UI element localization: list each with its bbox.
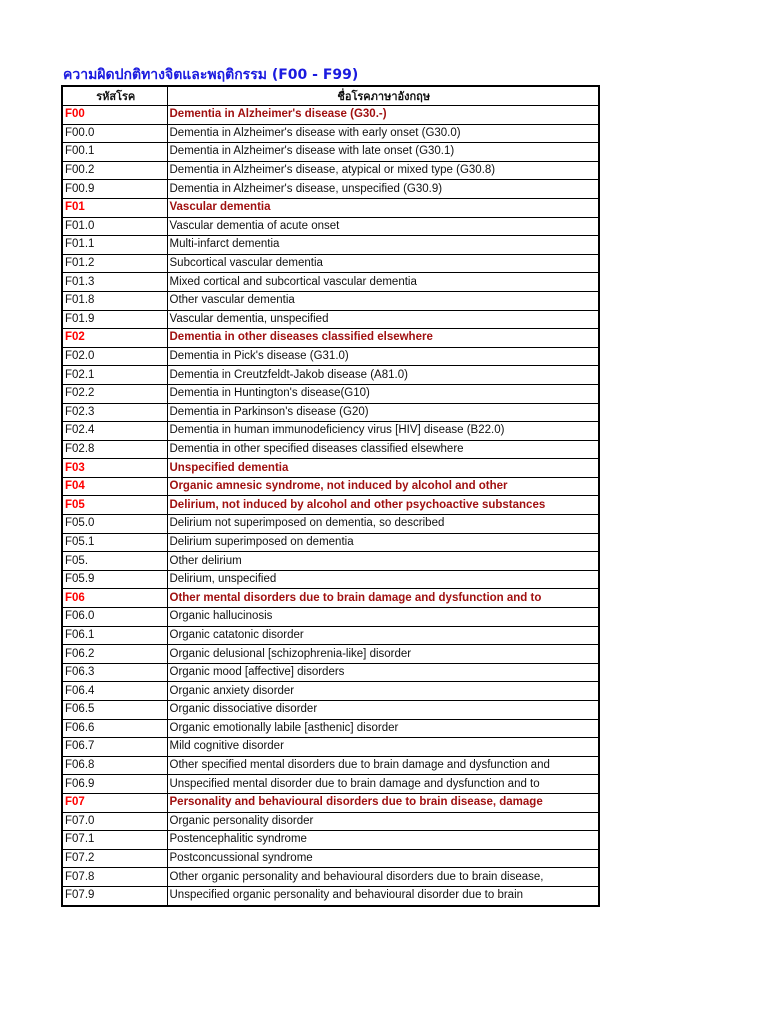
disease-code: F00 [62, 106, 167, 125]
disease-code: F07 [62, 793, 167, 812]
disease-code: F07.0 [62, 812, 167, 831]
table-row [62, 775, 599, 794]
disease-name: Postconcussional syndrome [167, 849, 599, 868]
disease-code: F00.0 [62, 124, 167, 143]
disease-name: Organic delusional [schizophrenia-like] disorder [167, 645, 599, 664]
disease-name: Unspecified organic personality and behavioural disorder due to brain [167, 886, 599, 905]
category-row [62, 106, 599, 125]
disease-name: Dementia in other specified diseases classified elsewhere [167, 440, 599, 459]
table-row [62, 422, 599, 441]
disease-code: F00.2 [62, 161, 167, 180]
table-row [62, 124, 599, 143]
table-row [62, 849, 599, 868]
table-row [62, 701, 599, 720]
disease-name: Dementia in Alzheimer's disease, atypical or mixed type (G30.8) [167, 161, 599, 180]
disease-code: F01.2 [62, 254, 167, 273]
disease-code: F02.1 [62, 366, 167, 385]
table-row [62, 366, 599, 385]
disease-code: F02.0 [62, 347, 167, 366]
disease-name: Dementia in Pick's disease (G31.0) [167, 347, 599, 366]
disease-name: Vascular dementia, unspecified [167, 310, 599, 329]
disease-name: Organic catatonic disorder [167, 626, 599, 645]
table-row [62, 812, 599, 831]
disease-code: F06.4 [62, 682, 167, 701]
disease-code: F06 [62, 589, 167, 608]
page-title: ความผิดปกติทางจิตและพฤติกรรม (F00 - F99) [63, 67, 359, 83]
disease-code: F06.8 [62, 756, 167, 775]
table-row [62, 719, 599, 738]
disease-name: Personality and behavioural disorders due to brain disease, damage [167, 793, 599, 812]
disease-code: F02.2 [62, 384, 167, 403]
table-row [62, 310, 599, 329]
table-row [62, 143, 599, 162]
table-row [62, 608, 599, 627]
table-row [62, 236, 599, 255]
disease-name: Dementia in human immunodeficiency virus [HIV] disease (B22.0) [167, 422, 599, 441]
disease-code: F00.9 [62, 180, 167, 199]
disease-code: F06.9 [62, 775, 167, 794]
disease-name: Other delirium [167, 552, 599, 571]
table-row [62, 756, 599, 775]
disease-code: F06.2 [62, 645, 167, 664]
disease-code: F02 [62, 329, 167, 348]
disease-name: Organic personality disorder [167, 812, 599, 831]
disease-code: F00.1 [62, 143, 167, 162]
disease-code: F05 [62, 496, 167, 515]
table-row [62, 161, 599, 180]
disease-name: Organic dissociative disorder [167, 701, 599, 720]
table-header-row [62, 86, 599, 106]
disease-name: Subcortical vascular dementia [167, 254, 599, 273]
disease-code: F07.8 [62, 868, 167, 887]
disease-name: Other specified mental disorders due to brain damage and dysfunction and [167, 756, 599, 775]
table-body [62, 106, 599, 906]
table-row [62, 533, 599, 552]
disease-name: Dementia in Alzheimer's disease, unspecified (G30.9) [167, 180, 599, 199]
category-row [62, 459, 599, 478]
disease-name: Dementia in other diseases classified elsewhere [167, 329, 599, 348]
disease-name: Organic hallucinosis [167, 608, 599, 627]
disease-code: F07.1 [62, 831, 167, 850]
disease-code: F05.0 [62, 515, 167, 534]
disease-name: Mixed cortical and subcortical vascular dementia [167, 273, 599, 292]
table-row [62, 626, 599, 645]
header-code: รหัสโรค [62, 86, 167, 106]
disease-name: Organic mood [affective] disorders [167, 663, 599, 682]
disease-code: F05.9 [62, 570, 167, 589]
category-row [62, 477, 599, 496]
disease-name: Dementia in Alzheimer's disease (G30.-) [167, 106, 599, 125]
table-row [62, 738, 599, 757]
disease-name: Organic anxiety disorder [167, 682, 599, 701]
category-row [62, 496, 599, 515]
header-name: ชื่อโรคภาษาอังกฤษ [167, 86, 599, 106]
disease-code: F06.6 [62, 719, 167, 738]
disease-code: F05. [62, 552, 167, 571]
disease-name: Mild cognitive disorder [167, 738, 599, 757]
disease-code: F06.0 [62, 608, 167, 627]
disease-name: Other mental disorders due to brain damage and dysfunction and to [167, 589, 599, 608]
table-row [62, 868, 599, 887]
category-row [62, 589, 599, 608]
disease-code: F02.8 [62, 440, 167, 459]
disease-name: Dementia in Alzheimer's disease with early onset (G30.0) [167, 124, 599, 143]
disease-code: F06.3 [62, 663, 167, 682]
disease-code: F01.8 [62, 291, 167, 310]
disease-code: F06.1 [62, 626, 167, 645]
table-row [62, 440, 599, 459]
disease-name: Organic amnesic syndrome, not induced by alcohol and other [167, 477, 599, 496]
icd-code-table [61, 85, 600, 907]
disease-name: Dementia in Alzheimer's disease with late onset (G30.1) [167, 143, 599, 162]
disease-name: Dementia in Parkinson's disease (G20) [167, 403, 599, 422]
disease-name: Delirium, not induced by alcohol and other psychoactive substances [167, 496, 599, 515]
table-row [62, 217, 599, 236]
disease-name: Other organic personality and behavioural disorders due to brain disease, [167, 868, 599, 887]
disease-name: Multi-infarct dementia [167, 236, 599, 255]
disease-name: Unspecified mental disorder due to brain damage and dysfunction and to [167, 775, 599, 794]
disease-code: F01.0 [62, 217, 167, 236]
disease-name: Other vascular dementia [167, 291, 599, 310]
disease-code: F04 [62, 477, 167, 496]
category-row [62, 793, 599, 812]
table-row [62, 682, 599, 701]
disease-code: F07.2 [62, 849, 167, 868]
table-row [62, 403, 599, 422]
disease-name: Delirium not superimposed on dementia, so described [167, 515, 599, 534]
disease-code: F06.5 [62, 701, 167, 720]
table-row [62, 552, 599, 571]
disease-code: F05.1 [62, 533, 167, 552]
disease-name: Delirium, unspecified [167, 570, 599, 589]
table-row [62, 663, 599, 682]
table-row [62, 570, 599, 589]
table-row [62, 180, 599, 199]
table-row [62, 645, 599, 664]
disease-code: F07.9 [62, 886, 167, 905]
disease-code: F01.9 [62, 310, 167, 329]
disease-name: Unspecified dementia [167, 459, 599, 478]
table-row [62, 384, 599, 403]
disease-code: F01.3 [62, 273, 167, 292]
table-row [62, 273, 599, 292]
disease-name: Postencephalitic syndrome [167, 831, 599, 850]
table-row [62, 886, 599, 905]
category-row [62, 198, 599, 217]
disease-code: F01.1 [62, 236, 167, 255]
disease-name: Dementia in Huntington's disease(G10) [167, 384, 599, 403]
disease-code: F06.7 [62, 738, 167, 757]
disease-name: Organic emotionally labile [asthenic] disorder [167, 719, 599, 738]
table-row [62, 291, 599, 310]
disease-name: Vascular dementia [167, 198, 599, 217]
disease-code: F01 [62, 198, 167, 217]
disease-code: F03 [62, 459, 167, 478]
table-row [62, 515, 599, 534]
disease-name: Dementia in Creutzfeldt-Jakob disease (A81.0) [167, 366, 599, 385]
table-row [62, 254, 599, 273]
disease-name: Delirium superimposed on dementia [167, 533, 599, 552]
disease-code: F02.4 [62, 422, 167, 441]
category-row [62, 329, 599, 348]
disease-name: Vascular dementia of acute onset [167, 217, 599, 236]
table-row [62, 831, 599, 850]
disease-code: F02.3 [62, 403, 167, 422]
table-row [62, 347, 599, 366]
